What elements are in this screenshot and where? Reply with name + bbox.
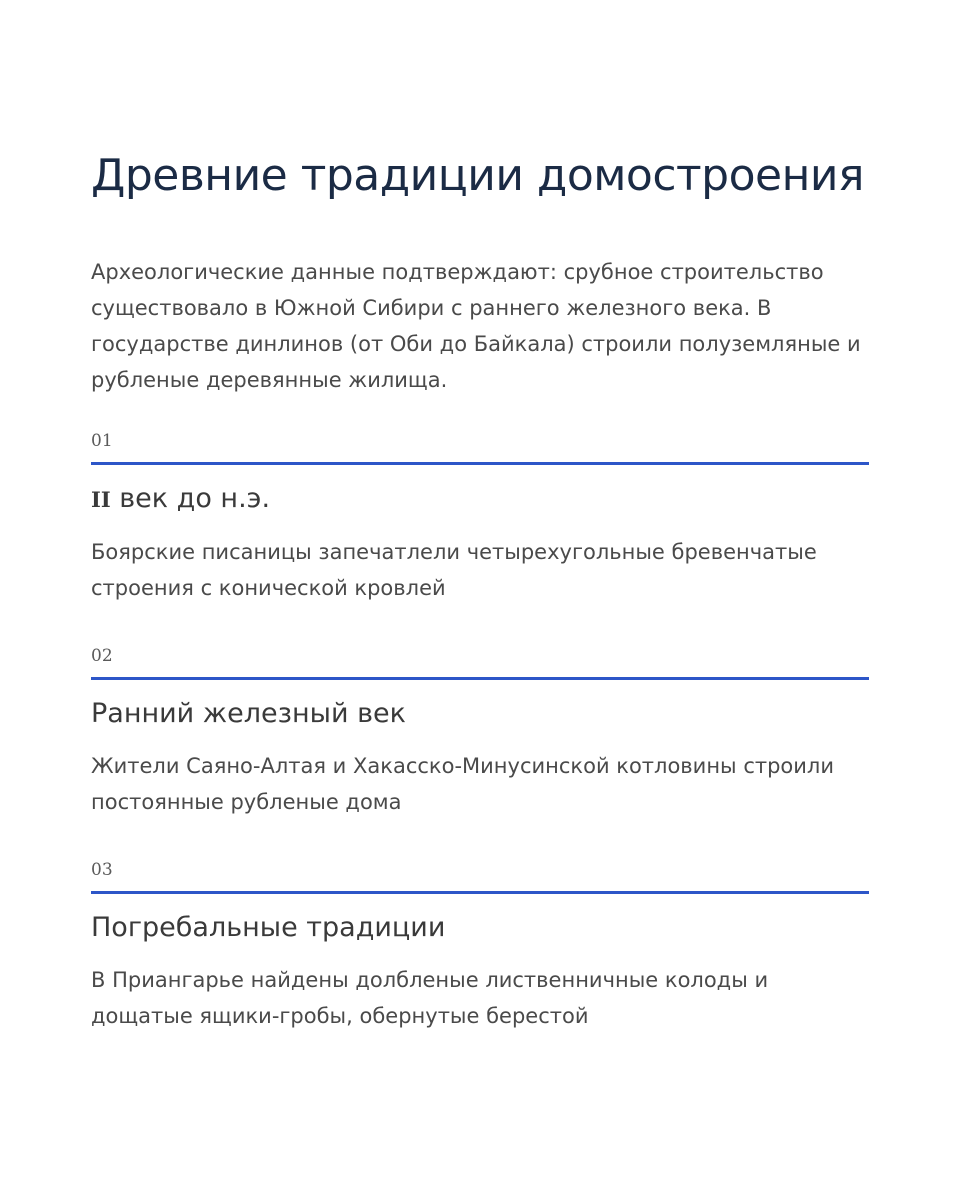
section-heading-roman: II	[91, 487, 111, 512]
section-number: 03	[91, 860, 113, 880]
section-number: 02	[91, 646, 113, 666]
section-03	[91, 859, 869, 1034]
section-divider	[91, 891, 869, 894]
section-01	[91, 430, 869, 606]
intro-paragraph: Археологические данные подтверждают: срубное строительство существовало в Южной Сибири с раннего железного века. В государстве динлинов (от Оби до Байкала) строили полуземляные и рубленые деревянные жилища.	[91, 260, 861, 392]
page-title: Древние традиции домостроения	[91, 150, 864, 201]
section-02	[91, 645, 869, 820]
section-description: Боярские писаницы запечатлели четырехугольные бревенчатые строения с конической кровлей	[91, 540, 817, 600]
section-heading	[91, 481, 869, 518]
section-heading: Ранний железный век	[91, 698, 406, 729]
section-heading: Погребальные традиции	[91, 912, 446, 943]
section-divider	[91, 462, 869, 465]
section-number: 01	[91, 431, 113, 451]
section-divider	[91, 677, 869, 680]
section-heading-text: век до н.э.	[119, 483, 271, 514]
section-description: Жители Саяно-Алтая и Хакасско-Минусинской котловины строили постоянные рубленые дома	[91, 754, 834, 814]
section-description: В Приангарье найдены долбленые лиственничные колоды и дощатые ящики-гробы, обернутые берестой	[91, 968, 769, 1028]
